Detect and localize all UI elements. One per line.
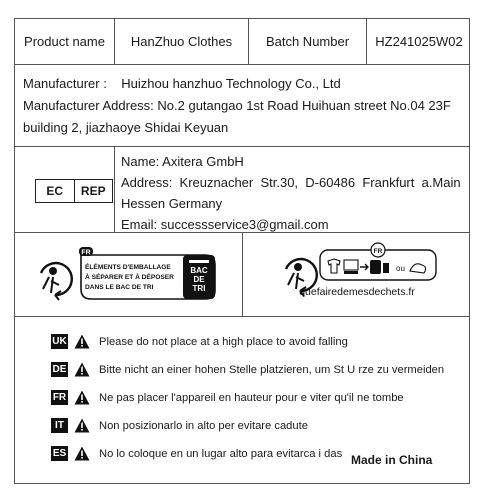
ec-rep-name: Name: Axitera GmbH [121,154,244,169]
triman-left-line2: À SÉPARER ET À DÉPOSER [85,274,174,281]
bin-label-2: DE [193,275,205,284]
product-row [15,19,469,65]
fr-badge-right-text: FR [373,248,383,255]
fr-badge-left-text: FR [81,249,91,257]
triman-left-line1: ÉLÉMENTS D'EMBALLAGE [85,264,171,271]
warning-icon [74,390,90,405]
hand-give-icon [410,264,426,273]
country-code-it: IT [51,418,68,433]
arrow-icon [360,264,368,270]
warnings-section [15,317,469,483]
manufacturer-address-2: building 2, jiazhaoye Shidai Keyuan [23,120,229,135]
ec-rep-left: EC [36,180,75,202]
triman-right-cell [242,233,469,316]
triman-left-cell [15,233,243,316]
triman-row [15,233,469,317]
bin-label-3: TRI [192,284,206,293]
warning-row-it [51,418,308,433]
country-code-uk: UK [52,336,67,347]
warning-row-uk [51,334,348,349]
ec-rep-email: Email: successservice3@gmail.com [121,217,329,232]
ec-rep-info [121,151,463,235]
triman-right-logo [242,233,470,317]
ec-rep-row [15,147,469,233]
ec-rep-symbol-cell [15,147,115,232]
manufacturer-name: Manufacturer : Huizhou hanzhuo Technology Co., Ltd [23,76,341,91]
warning-icon [74,418,90,433]
manufacturer-address-1: Manufacturer Address: No.2 gutangao 1st Road Huihuan street No.04 23F [23,98,451,113]
warning-text-fr: Ne pas placer l'appareil en hauteur pour e viter qu'il ne tombe [99,391,404,404]
warning-text-es: No lo coloque en un lugar alto para evitarca i das [99,447,343,460]
ec-rep-address-1: Address: Kreuznacher Str.30, D-60486 Frankfurt a.Main [121,175,461,190]
ec-rep-right: REP [80,184,106,198]
warning-text-uk: Please do not place at a high place to avoid falling [99,335,348,348]
bin-label-1: BAC [190,266,208,275]
warning-icon [74,446,90,461]
ec-rep-symbol [35,179,113,203]
product-name-value: HanZhuo Clothes [115,19,249,64]
triman-left-line3: DANS LE BAC DE TRI [85,284,154,291]
or-text: ou [396,264,405,273]
ec-rep-address-2: Hessen Germany [121,196,223,211]
shirt-icon [328,259,340,273]
warning-text-it: Non posizionarlo in alto per evitare cadute [99,419,308,432]
batch-number-value: HZ241025W02 [375,34,463,49]
warning-text-de: Bitte nicht an einer hohen Stelle platzieren, um St U rze zu vermeiden [99,363,445,376]
country-code-fr: FR [52,392,67,403]
batch-number-label: Batch Number [249,19,367,64]
made-in-china: Made in China [351,453,433,467]
product-name-label: Product name [15,19,115,64]
warning-icon [74,334,90,349]
triman-figure-icon [41,263,72,300]
device-icon [344,260,358,270]
warning-icon [74,362,90,377]
warning-row-de [51,362,444,377]
warning-row-es [51,446,342,461]
triman-left-logo [15,233,242,317]
label-sheet [14,18,470,484]
country-code-de: DE [52,364,67,375]
warning-row-fr [51,390,404,405]
container-icon [370,260,381,274]
manufacturer-row [15,65,469,147]
website-text: quefairedemesdechets.fr [299,286,415,298]
country-code-es: ES [52,448,67,459]
